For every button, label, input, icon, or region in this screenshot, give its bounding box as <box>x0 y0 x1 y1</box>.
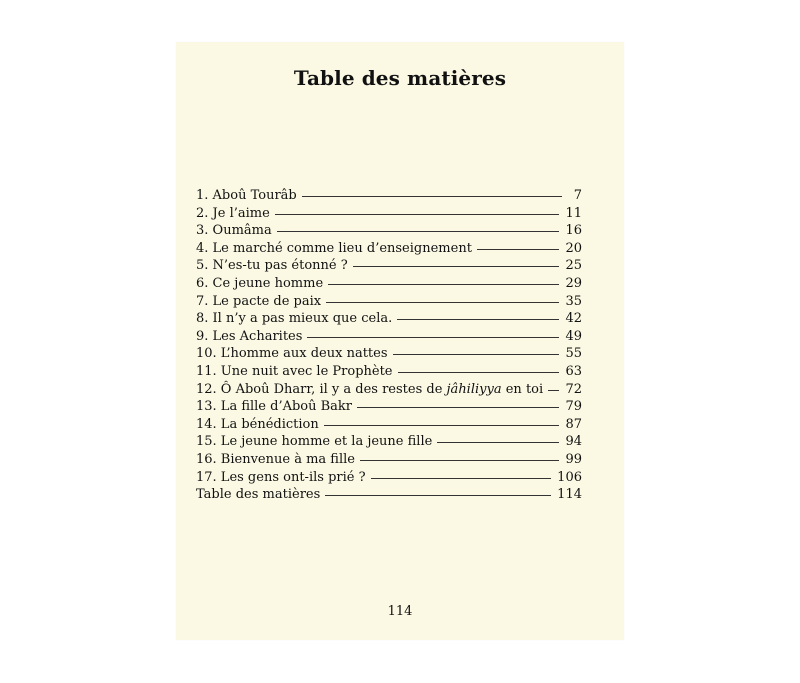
toc-entry-title <box>196 206 270 221</box>
toc-entry <box>196 434 582 452</box>
toc-entry-page-number: 94 <box>565 434 582 450</box>
table-of-contents <box>196 188 582 505</box>
toc-entry <box>196 452 582 470</box>
toc-entry-title-text: 5. N’es-tu pas étonné ? <box>196 258 348 274</box>
toc-entry-title-italic: jâhiliyya <box>446 381 502 397</box>
toc-entry-page-number: 11 <box>565 205 582 221</box>
toc-entry <box>196 364 582 382</box>
toc-entry <box>196 311 582 329</box>
toc-entry <box>196 487 582 505</box>
toc-entry <box>196 206 582 224</box>
toc-entry-page-number: 25 <box>565 258 582 274</box>
toc-leader-line <box>398 372 560 373</box>
toc-entry-title-text: 3. Oumâma <box>196 223 272 239</box>
toc-leader-line <box>328 284 559 285</box>
toc-leader-line <box>325 495 551 496</box>
toc-entry <box>196 223 582 241</box>
toc-entry-title-text: 2. Je l’aime <box>196 205 270 221</box>
toc-entry-page-number: 63 <box>565 363 582 379</box>
toc-entry-title-text: 4. Le marché comme lieu d’enseignement <box>196 240 472 256</box>
toc-entry <box>196 258 582 276</box>
toc-leader-line <box>324 425 560 426</box>
toc-entry-title-text: 12. Ô Aboû Dharr, il y a des restes de <box>196 381 447 397</box>
toc-entry-title-text: 10. L’homme aux deux nattes <box>196 346 388 362</box>
toc-entry <box>196 276 582 294</box>
toc-entry <box>196 399 582 417</box>
toc-entry <box>196 294 582 312</box>
toc-entry-title <box>196 470 366 485</box>
toc-entry-title <box>196 364 393 379</box>
toc-entry-page-number: 72 <box>565 381 582 397</box>
toc-entry <box>196 470 582 488</box>
book-page <box>176 42 624 640</box>
toc-leader-line <box>548 390 559 391</box>
toc-entry-page-number: 7 <box>573 188 582 203</box>
toc-entry-title-text: 14. La bénédiction <box>196 416 319 432</box>
toc-leader-line <box>277 231 560 232</box>
toc-entry-title-text: 7. Le pacte de paix <box>196 293 322 309</box>
toc-leader-line <box>371 478 552 479</box>
toc-entry-page-number: 35 <box>565 293 582 309</box>
toc-entry-title <box>196 346 388 361</box>
toc-entry-title-text: 16. Bienvenue à ma fille <box>196 451 355 467</box>
toc-entry-title-text: 11. Une nuit avec le Prophète <box>196 363 393 379</box>
toc-entry <box>196 241 582 259</box>
toc-entry-title <box>196 241 472 256</box>
toc-entry-title <box>196 311 392 326</box>
toc-entry-page-number: 42 <box>565 311 582 327</box>
toc-entry-page-number: 20 <box>565 240 582 256</box>
toc-entry-title-text: 8. Il n’y a pas mieux que cela. <box>196 311 393 327</box>
toc-leader-line <box>397 319 559 320</box>
toc-entry-title <box>196 294 321 309</box>
toc-entry-title-text: Table des matières <box>196 487 321 503</box>
toc-entry-page-number: 106 <box>557 469 582 485</box>
toc-entry-page-number: 79 <box>565 399 582 415</box>
toc-entry-title <box>196 487 320 502</box>
toc-entry-title-text: 6. Ce jeune homme <box>196 275 324 291</box>
toc-leader-line <box>360 460 559 461</box>
toc-entry-title <box>196 276 323 291</box>
toc-entry-title-text: 1. Aboû Tourâb <box>196 188 297 203</box>
toc-entry-title <box>196 399 352 414</box>
toc-entry-title <box>196 434 432 449</box>
toc-leader-line <box>437 442 559 443</box>
toc-entry <box>196 382 582 400</box>
toc-entry <box>196 329 582 347</box>
toc-entry-page-number: 49 <box>565 328 582 344</box>
page-title: Table des matières <box>293 66 507 90</box>
toc-leader-line <box>353 266 560 267</box>
toc-leader-line <box>307 337 559 338</box>
toc-entry-page-number: 99 <box>565 451 582 467</box>
toc-entry-title <box>196 452 355 467</box>
toc-entry-page-number: 55 <box>565 346 582 362</box>
toc-entry-page-number: 29 <box>565 275 582 291</box>
toc-entry <box>196 417 582 435</box>
toc-entry <box>196 188 582 206</box>
toc-entry-title <box>196 382 543 397</box>
toc-leader-line <box>326 302 559 303</box>
toc-entry <box>196 346 582 364</box>
toc-entry-title-text: 17. Les gens ont-ils prié ? <box>196 469 366 485</box>
toc-entry-title <box>196 223 272 238</box>
toc-entry-page-number: 114 <box>557 487 582 503</box>
toc-entry-page-number: 16 <box>565 223 582 239</box>
toc-entry-title <box>196 188 297 203</box>
toc-entry-title <box>196 258 348 273</box>
toc-entry-title-suffix: en toi <box>501 381 544 397</box>
toc-entry-title <box>196 417 319 432</box>
toc-entry-title-text: 15. Le jeune homme et la jeune fille <box>196 434 433 450</box>
toc-leader-line <box>275 214 560 215</box>
toc-leader-line <box>357 407 559 408</box>
page-number: 114 <box>387 604 413 619</box>
toc-entry-title <box>196 329 302 344</box>
toc-leader-line <box>477 249 560 250</box>
toc-leader-line <box>393 354 560 355</box>
toc-leader-line <box>302 196 562 197</box>
toc-entry-title-text: 13. La fille d’Aboû Bakr <box>196 399 353 415</box>
toc-entry-title-text: 9. Les Acharites <box>196 328 303 344</box>
toc-entry-page-number: 87 <box>565 416 582 432</box>
